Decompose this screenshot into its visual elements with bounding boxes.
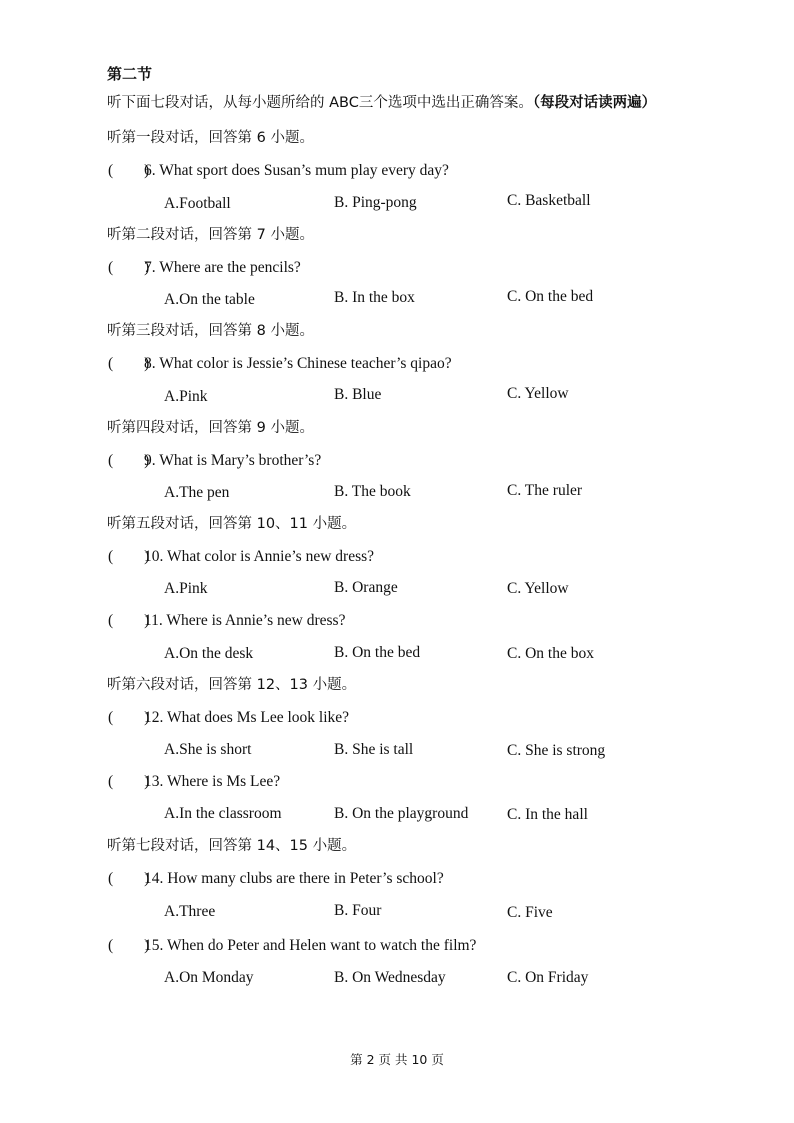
q15-option-c: C. On Friday <box>507 969 589 986</box>
answer-blank: ( ) <box>108 709 150 726</box>
dialogue-label-7: 听第七段对话，回答第 14、15 小题。 <box>107 838 357 854</box>
question-text: 10. What color is Annie’s new dress? <box>144 548 375 565</box>
q6-option-c: C. Basketball <box>507 192 591 209</box>
q9-option-b: B. The book <box>334 483 411 500</box>
q7-option-a: A.On the table <box>164 291 255 308</box>
q10-option-c: C. Yellow <box>507 580 569 597</box>
dialogue-label-5: 听第五段对话，回答第 10、11 小题。 <box>107 516 357 532</box>
answer-blank: ( ) <box>108 355 150 372</box>
dialogue-label-4: 听第四段对话，回答第 9 小题。 <box>107 420 314 436</box>
question-10 <box>108 547 374 567</box>
q12-option-c: C. She is strong <box>507 742 606 759</box>
dialogue-label-6: 听第六段对话，回答第 12、13 小题。 <box>107 677 357 693</box>
q11-option-a: A.On the desk <box>164 645 254 662</box>
q9-option-a: A.The pen <box>164 484 230 501</box>
question-7 <box>108 258 301 278</box>
answer-blank: ( ) <box>108 870 150 887</box>
question-text: 9. What is Mary’s brother’s? <box>144 452 322 469</box>
question-text: 15. When do Peter and Helen want to watch the film? <box>144 937 477 954</box>
q7-option-b: B. In the box <box>334 289 415 306</box>
q14-option-b: B. Four <box>334 902 382 919</box>
question-text: 14. How many clubs are there in Peter’s school? <box>144 870 444 887</box>
q13-option-b: B. On the playground <box>334 805 469 822</box>
q8-option-c: C. Yellow <box>507 385 569 402</box>
q10-option-a: A.Pink <box>164 580 208 597</box>
question-text: 13. Where is Ms Lee? <box>144 773 281 790</box>
dialogue-label-3: 听第三段对话，回答第 8 小题。 <box>107 323 314 339</box>
q9-option-c: C. The ruler <box>507 482 583 499</box>
question-14 <box>108 869 444 889</box>
question-text: 6. What sport does Susan’s mum play every day? <box>144 162 449 179</box>
answer-blank: ( ) <box>108 452 150 469</box>
question-9 <box>108 451 321 471</box>
question-15 <box>108 936 476 956</box>
listening-instructions <box>107 93 656 113</box>
dialogue-label-1: 听第一段对话，回答第 6 小题。 <box>107 130 314 146</box>
question-6 <box>108 161 449 181</box>
q7-option-c: C. On the bed <box>507 288 594 305</box>
page-footer: 第 2 页 共 10 页 <box>350 1052 444 1067</box>
instructions-main: 听下面七段对话，从每小题所给的 ABC三个选项中选出正确答案。 <box>107 95 533 111</box>
q14-option-a: A.Three <box>164 903 216 920</box>
q11-option-b: B. On the bed <box>334 644 421 661</box>
q8-option-b: B. Blue <box>334 386 382 403</box>
question-13 <box>108 772 280 792</box>
q8-option-a: A.Pink <box>164 388 208 405</box>
answer-blank: ( ) <box>108 612 150 629</box>
answer-blank: ( ) <box>108 937 150 954</box>
q15-option-b: B. On Wednesday <box>334 969 446 986</box>
q6-option-a: A.Football <box>164 195 231 212</box>
q6-option-b: B. Ping-pong <box>334 194 417 211</box>
question-text: 7. Where are the pencils? <box>144 259 301 276</box>
question-8 <box>108 354 452 374</box>
dialogue-label-2: 听第二段对话，回答第 7 小题。 <box>107 227 314 243</box>
q12-option-a: A.She is short <box>164 741 252 758</box>
question-11 <box>108 611 345 631</box>
question-text: 11. Where is Annie’s new dress? <box>144 612 346 629</box>
q10-option-b: B. Orange <box>334 579 398 596</box>
answer-blank: ( ) <box>108 259 150 276</box>
q15-option-a: A.On Monday <box>164 969 254 986</box>
section-title: 第二节 <box>107 65 153 83</box>
q13-option-c: C. In the hall <box>507 806 588 823</box>
question-12 <box>108 708 349 728</box>
answer-blank: ( ) <box>108 548 150 565</box>
q12-option-b: B. She is tall <box>334 741 414 758</box>
q11-option-c: C. On the box <box>507 645 594 662</box>
question-text: 8. What color is Jessie’s Chinese teacher’s qipao? <box>144 355 452 372</box>
instructions-note: （每段对话读两遍） <box>532 95 657 111</box>
q14-option-c: C. Five <box>507 904 553 921</box>
q13-option-a: A.In the classroom <box>164 805 282 822</box>
answer-blank: ( ) <box>108 162 150 179</box>
answer-blank: ( ) <box>108 773 150 790</box>
question-text: 12. What does Ms Lee look like? <box>144 709 350 726</box>
